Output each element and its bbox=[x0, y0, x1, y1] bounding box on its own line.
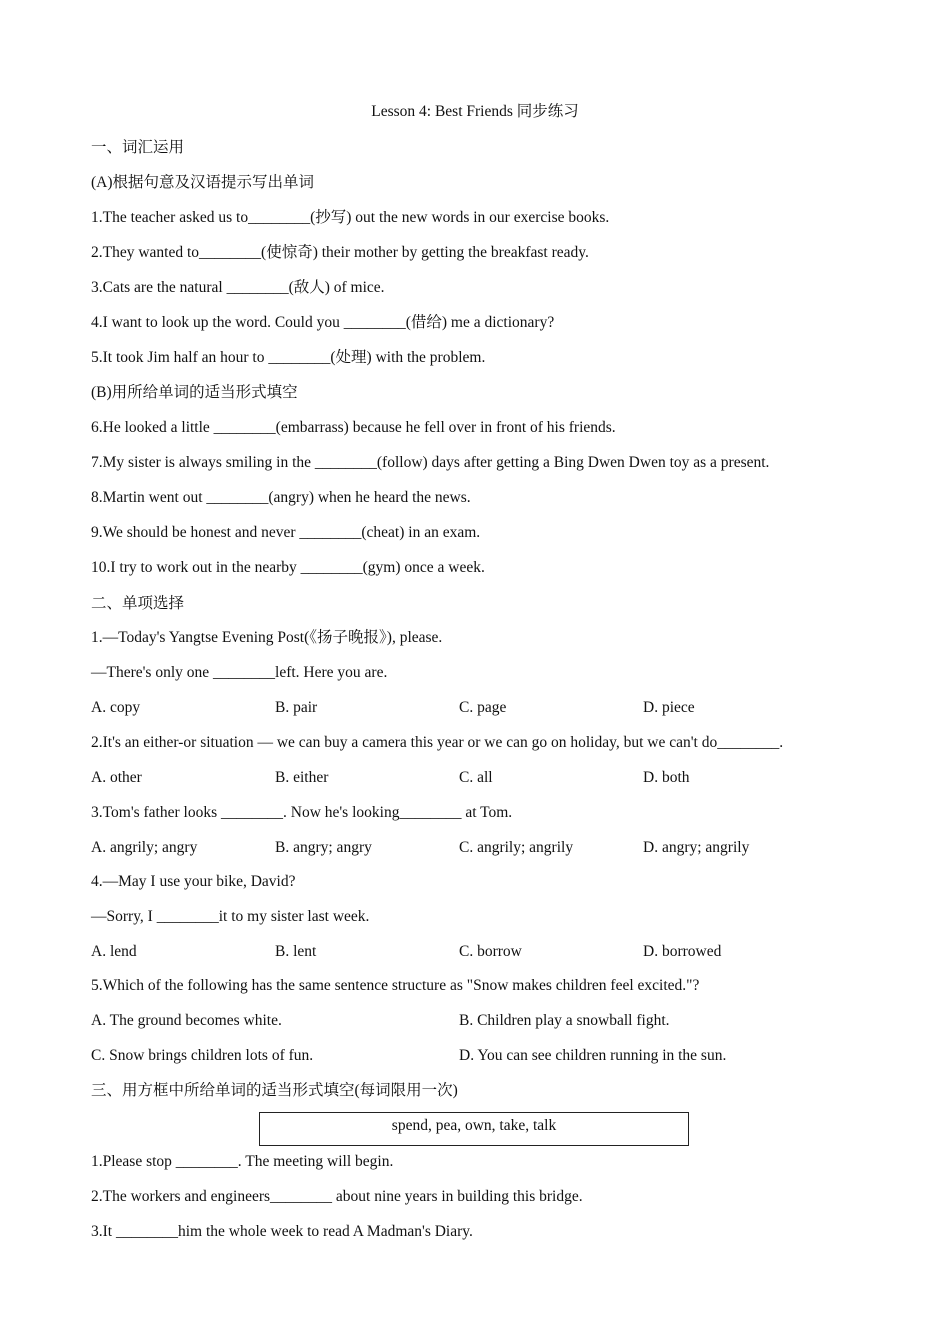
vocab-item-5: 5.It took Jim half an hour to ________(处理) with the problem. bbox=[91, 349, 486, 366]
fill-item-2: 2.The workers and engineers________ about nine years in building this bridge. bbox=[91, 1188, 583, 1205]
mc-q2-line1: 2.It's an either-or situation — we can buy a camera this year or we can go on holiday, but we can't do________. bbox=[91, 734, 784, 751]
mc-q4-option-d: D. borrowed bbox=[643, 943, 722, 960]
mc-q4-line2: —Sorry, I ________it to my sister last week. bbox=[91, 908, 370, 925]
mc-q3-option-c: C. angrily; angrily bbox=[459, 839, 574, 856]
mc-q5-line1: 5.Which of the following has the same sentence structure as "Snow makes children feel excited."? bbox=[91, 977, 700, 994]
mc-q4-option-c: C. borrow bbox=[459, 943, 522, 960]
vocab-item-9: 9.We should be honest and never ________(cheat) in an exam. bbox=[91, 524, 481, 541]
mc-q1-option-a: A. copy bbox=[91, 699, 141, 716]
mc-q2-option-d: D. both bbox=[643, 769, 690, 786]
mc-q1-line2: —There's only one ________left. Here you are. bbox=[91, 664, 388, 681]
mc-q3-options bbox=[91, 838, 851, 858]
fill-item-3: 3.It ________him the whole week to read A Madman's Diary. bbox=[91, 1223, 473, 1240]
part-b-instruction: (B)用所给单词的适当形式填空 bbox=[91, 384, 298, 401]
mc-q3-option-b: B. angry; angry bbox=[275, 839, 372, 856]
vocab-item-8: 8.Martin went out ________(angry) when he heard the news. bbox=[91, 489, 471, 506]
mc-q5-option-b: B. Children play a snowball fight. bbox=[459, 1012, 670, 1029]
mc-q5-option-a: A. The ground becomes white. bbox=[91, 1012, 282, 1029]
mc-q1-option-d: D. piece bbox=[643, 699, 695, 716]
section-3-heading: 三、用方框中所给单词的适当形式填空(每词限用一次) bbox=[91, 1082, 458, 1099]
vocab-item-6: 6.He looked a little ________(embarrass) because he fell over in front of his friends. bbox=[91, 419, 616, 436]
word-box: spend, pea, own, take, talk bbox=[259, 1112, 689, 1146]
mc-q1-option-b: B. pair bbox=[275, 699, 318, 716]
mc-q2-option-c: C. all bbox=[459, 769, 493, 786]
vocab-item-1: 1.The teacher asked us to________(抄写) out the new words in our exercise books. bbox=[91, 209, 610, 226]
vocab-item-2: 2.They wanted to________(使惊奇) their mother by getting the breakfast ready. bbox=[91, 244, 589, 261]
vocab-item-3: 3.Cats are the natural ________(敌人) of mice. bbox=[91, 279, 385, 296]
part-a-instruction: (A)根据句意及汉语提示写出单词 bbox=[91, 174, 315, 191]
mc-q4-options bbox=[91, 942, 851, 962]
page-title: Lesson 4: Best Friends 同步练习 bbox=[371, 103, 579, 120]
mc-q1-options bbox=[91, 698, 851, 718]
mc-q4-line1: 4.—May I use your bike, David? bbox=[91, 873, 296, 890]
mc-q2-options bbox=[91, 768, 851, 788]
section-1-heading: 一、词汇运用 bbox=[91, 139, 185, 156]
mc-q4-option-a: A. lend bbox=[91, 943, 137, 960]
mc-q3-line1: 3.Tom's father looks ________. Now he's looking________ at Tom. bbox=[91, 804, 513, 821]
vocab-item-4: 4.I want to look up the word. Could you ________(借给) me a dictionary? bbox=[91, 314, 555, 331]
mc-q2-option-b: B. either bbox=[275, 769, 329, 786]
fill-item-1: 1.Please stop ________. The meeting will begin. bbox=[91, 1153, 394, 1170]
mc-q5-options-row1 bbox=[91, 1011, 851, 1031]
mc-q1-line1: 1.—Today's Yangtse Evening Post(《扬子晚报》), please. bbox=[91, 629, 443, 646]
vocab-item-7: 7.My sister is always smiling in the ________(follow) days after getting a Bing Dwen Dwen toy as a present. bbox=[91, 454, 770, 471]
section-2-heading: 二、单项选择 bbox=[91, 595, 185, 612]
vocab-item-10: 10.I try to work out in the nearby ________(gym) once a week. bbox=[91, 559, 485, 576]
mc-q4-option-b: B. lent bbox=[275, 943, 317, 960]
mc-q5-option-d: D. You can see children running in the sun. bbox=[459, 1047, 727, 1064]
mc-q2-option-a: A. other bbox=[91, 769, 142, 786]
mc-q5-options-row2 bbox=[91, 1046, 851, 1066]
mc-q5-option-c: C. Snow brings children lots of fun. bbox=[91, 1047, 314, 1064]
mc-q1-option-c: C. page bbox=[459, 699, 507, 716]
mc-q3-option-a: A. angrily; angry bbox=[91, 839, 198, 856]
mc-q3-option-d: D. angry; angrily bbox=[643, 839, 750, 856]
